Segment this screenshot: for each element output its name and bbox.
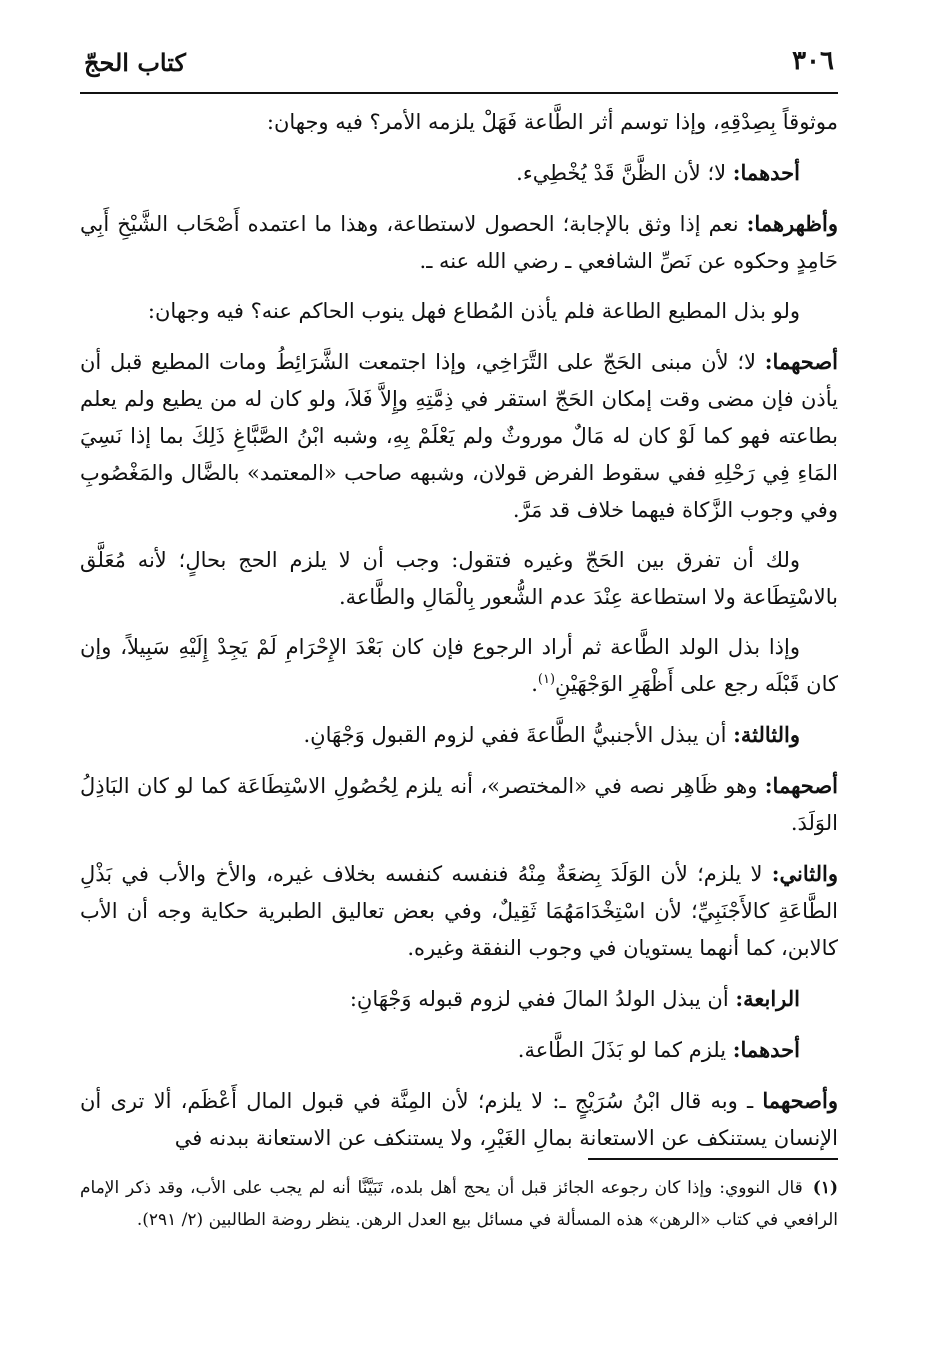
paragraph: [80, 1031, 838, 1069]
paragraph: [80, 716, 838, 754]
paragraph-lead: الرابعة:: [735, 986, 800, 1011]
paragraph: [80, 293, 838, 330]
paragraph-text: يلزم كما لو بَذَلَ الطَّاعة.: [517, 1038, 733, 1062]
main-text: [80, 104, 838, 1170]
paragraph: [80, 154, 838, 192]
paragraph-text: وإذا بذل الولد الطَّاعة ثم أراد الرجوع فإن كان بَعْدَ الإِحْرَامِ لَمْ يَجِدْ إِلَيْهِ سَبِيلاً، وإن كان قَبْلَه رجع على أَظْهَرِ الوَجْهَيْنِ: [80, 635, 838, 696]
page-number: ٣٠٦: [792, 46, 834, 76]
page-header: [80, 40, 838, 94]
paragraph-lead: أحدهما:: [732, 1037, 800, 1062]
paragraph-text: ولك أن تفرق بين الحَجّ وغيره فتقول: وجب أن لا يلزم الحج بحالٍ؛ لأنه مُعَلَّق بالاسْتِطَاعة ولا استطاعة عِنْدَ عدم الشُّعور بِالْمَالِ والطَّاعة.: [80, 548, 838, 609]
paragraph-text: لا يلزم؛ لأن الوَلَدَ بِضعَةٌ مِنْهُ فنفسه كنفسه بخلاف غيره، والأخ والأب في بَذْلِ الطَّاعَةِ كالأَجْنَبِيِّ؛ لأن اسْتِخْدَامَهُمَا ثَقِيلٌ، وفي بعض تعاليق الطبرية حكاية وجه أن الأب كالابن، كما أنهما يستويان في وجوب النفقة وغيره.: [80, 862, 838, 960]
paragraph: [80, 104, 838, 141]
footnote: [80, 1172, 838, 1236]
paragraph-lead: والثالثة:: [733, 722, 800, 747]
paragraph: [80, 205, 838, 280]
footnote-divider: [588, 1158, 838, 1160]
footnote-mark: (١): [812, 1178, 838, 1198]
paragraph-text: أن يبذل الأجنبيُّ الطَّاعةَ ففي لزوم القبول وَجْهَانِ.: [303, 723, 734, 747]
paragraph: [80, 855, 838, 967]
paragraph: [80, 542, 838, 616]
footnote-reference[interactable]: (١): [537, 672, 556, 687]
paragraph-text: نعم إذا وثق بالإجابة؛ الحصول لاستطاعة، وهذا ما اعتمده أَصْحَاب الشَّيْخِ أَبِي حَامِدٍ وحكوه عن نَصِّ الشافعي ـ رضي الله عنه ـ.: [80, 212, 838, 273]
paragraph-tail: .: [531, 672, 538, 696]
paragraph-text: أن يبذل الولدُ المالَ ففي لزوم قبوله وَجْهَانِ:: [349, 987, 736, 1011]
paragraph-text: لا؛ لأن الظَّنَّ قَدْ يُخْطِيء.: [516, 161, 733, 185]
paragraph-lead: أصحهما:: [764, 349, 838, 374]
paragraph: [80, 767, 838, 842]
paragraph-text: وهو ظَاهِر نصه في «المختصر»، أنه يلزم لِحُصُولِ الاسْتِطَاعَة كما لو كان البَاذِلُ الوَلَدَ.: [80, 774, 838, 835]
paragraph-text: ـ وبه قال ابْنُ سُرَيْجٍ ـ: لا يلزم؛ لأن المِنَّة في قبول المال أَعْظَم، ألا ترى أن الإنسان يستنكف عن الاستعانة بمالِ الغَيْرِ، ولا يستنكف عن الاستعانة ببدنه في: [80, 1089, 838, 1150]
footnote-text: قال النووي: وإذا كان رجوعه الجائز قبل أن يحج أهل بلده، تَبَيَّنَّا أنه لم يجب على الأب، وقد ذكر الإمام الرافعي في كتاب «الرهن» هذه المسألة في مسائل بيع العدل الرهن. ينظر روضة الطالبين (٢/ ٢٩١).: [80, 1178, 838, 1230]
paragraph: [80, 629, 838, 703]
paragraph-lead: أصحهما:: [764, 773, 838, 798]
paragraph-lead: وأصحهما: [762, 1088, 838, 1113]
paragraph-text: لا؛ لأن مبنى الحَجّ على التَّرَاخِي، وإذا اجتمعت الشَّرَائِطُ ومات المطيع قبل أن يأذن فإن مضى وقت إمكان الحَجّ استقر في ذِمَّتِهِ وإِلاَّ فَلاَ، ولو كان له من يطيع ولم يعلم بطاعته فهو كما لَوْ كان له مَالٌ موروثٌ ولم يَعْلَمْ بِهِ، وشبه ابْنُ الصَّبَّاغِ ذَلِكَ بما إذا نَسِيَ المَاءِ فِي رَحْلِهِ ففي سقوط الفرض قولان، وشبهه صاحب «المعتمد» بالضَّال والمَغْصُوبِ وفي وجوب الزَّكاة فيهما خلاف قد مَرَّ.: [80, 350, 838, 522]
paragraph: [80, 1082, 838, 1157]
paragraph-lead: والثاني:: [771, 861, 838, 886]
paragraph: [80, 980, 838, 1018]
running-title: كتاب الحجّ: [84, 48, 186, 77]
paragraph: [80, 343, 838, 529]
paragraph-lead: أحدهما:: [732, 160, 800, 185]
paragraph-text: ولو بذل المطيع الطاعة فلم يأذن المُطاع فهل ينوب الحاكم عنه؟ فيه وجهان:: [147, 299, 800, 323]
paragraph-text: موثوقاً بِصِدْقِهِ، وإذا توسم أثر الطَّاعة فَهَلْ يلزمه الأمر؟ فيه وجهان:: [266, 110, 838, 134]
paragraph-lead: وأظهرهما:: [746, 211, 838, 236]
